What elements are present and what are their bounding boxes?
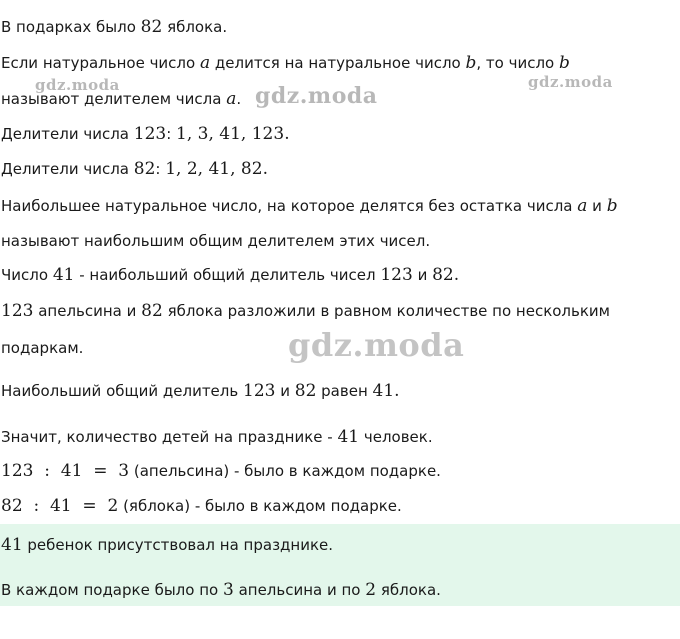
math: a [226, 89, 237, 109]
text-line-14 [1, 496, 402, 516]
text: В подарках было [1, 18, 141, 36]
math: 41 [372, 381, 395, 401]
math: 1, 3, 41, 123 [176, 124, 285, 144]
math: 82 [133, 159, 156, 179]
math: 123 [380, 265, 413, 285]
text-line-1 [1, 17, 227, 37]
text: Значит, количество детей на празднике - [1, 428, 338, 446]
text: : [155, 160, 166, 178]
answer-line-2 [1, 580, 441, 600]
text-line-12 [1, 427, 433, 447]
math: 41 [1, 535, 23, 555]
text-line-9 [1, 301, 610, 321]
text: Делители числа [1, 125, 134, 143]
text: Делители числа [1, 160, 134, 178]
math: 82 [294, 381, 317, 401]
text: подаркам. [1, 339, 84, 357]
text: равен [316, 382, 373, 400]
text-line-11 [1, 381, 400, 401]
text: (яблока) - было в каждом подарке. [118, 497, 402, 515]
text: человек. [359, 428, 433, 446]
watermark: gdz.moda [528, 73, 613, 91]
text: . [262, 159, 268, 179]
text: и [412, 266, 433, 284]
math: a [577, 196, 588, 216]
text-line-6 [1, 196, 618, 216]
math: 123 [1, 301, 34, 321]
math: 41 [52, 265, 75, 285]
math: 41 [337, 427, 360, 447]
text: . [284, 124, 290, 144]
math: b [559, 53, 570, 73]
text: Если натуральное число [1, 54, 200, 72]
text-line-2 [1, 53, 570, 73]
text: делится на натуральное число [210, 54, 466, 72]
text-line-7 [1, 231, 430, 251]
text: В каждом подарке было по [1, 581, 223, 599]
text-line-5 [1, 159, 268, 179]
math: 82 [140, 17, 163, 37]
text: яблока. [376, 581, 441, 599]
text-line-13 [1, 461, 441, 481]
math: 123 [133, 124, 167, 144]
text: и [275, 382, 295, 400]
text-line-4 [1, 124, 290, 144]
text: Наибольший общий делитель [1, 382, 243, 400]
math: 82 [141, 301, 163, 321]
text: , то число [476, 54, 559, 72]
math-expression: 82 : 41 = 2 [1, 496, 119, 516]
math: b [465, 53, 477, 73]
math: b [606, 196, 618, 216]
text: ребенок присутствовал на празднике. [22, 536, 334, 554]
watermark: gdz.moda [35, 76, 120, 94]
math: 1, 2, 41, 82 [165, 159, 263, 179]
math-expression: 123 : 41 = 3 [1, 461, 130, 481]
text: апельсина и по [233, 581, 366, 599]
text: . [394, 381, 400, 401]
text: . [236, 90, 242, 108]
text: - наибольший общий делитель чисел [74, 266, 381, 284]
text: Число [1, 266, 53, 284]
math: 2 [365, 580, 377, 600]
text: яблока. [162, 18, 228, 36]
watermark: gdz.moda [255, 83, 378, 109]
text: называют наибольшим общим делителем этих чисел. [1, 232, 431, 250]
text: яблока разложили в равном количестве по нескольким [162, 302, 610, 320]
text: : [166, 125, 177, 143]
text: называют делителем числа [1, 90, 227, 108]
math: 82 [432, 265, 454, 285]
math: 3 [222, 580, 234, 600]
text-line-10 [1, 338, 83, 358]
math: a [199, 53, 211, 73]
text-line-8 [1, 265, 459, 285]
math: 123 [243, 381, 276, 401]
text: и [587, 197, 607, 215]
text: апельсина и [33, 302, 142, 320]
text: . [453, 265, 460, 285]
answer-line-1 [1, 535, 333, 555]
text: (апельсина) - было в каждом подарке. [129, 462, 441, 480]
watermark: gdz.moda [288, 326, 465, 364]
text: Наибольшее натуральное число, на которое делятся без остатка числа [1, 197, 578, 215]
